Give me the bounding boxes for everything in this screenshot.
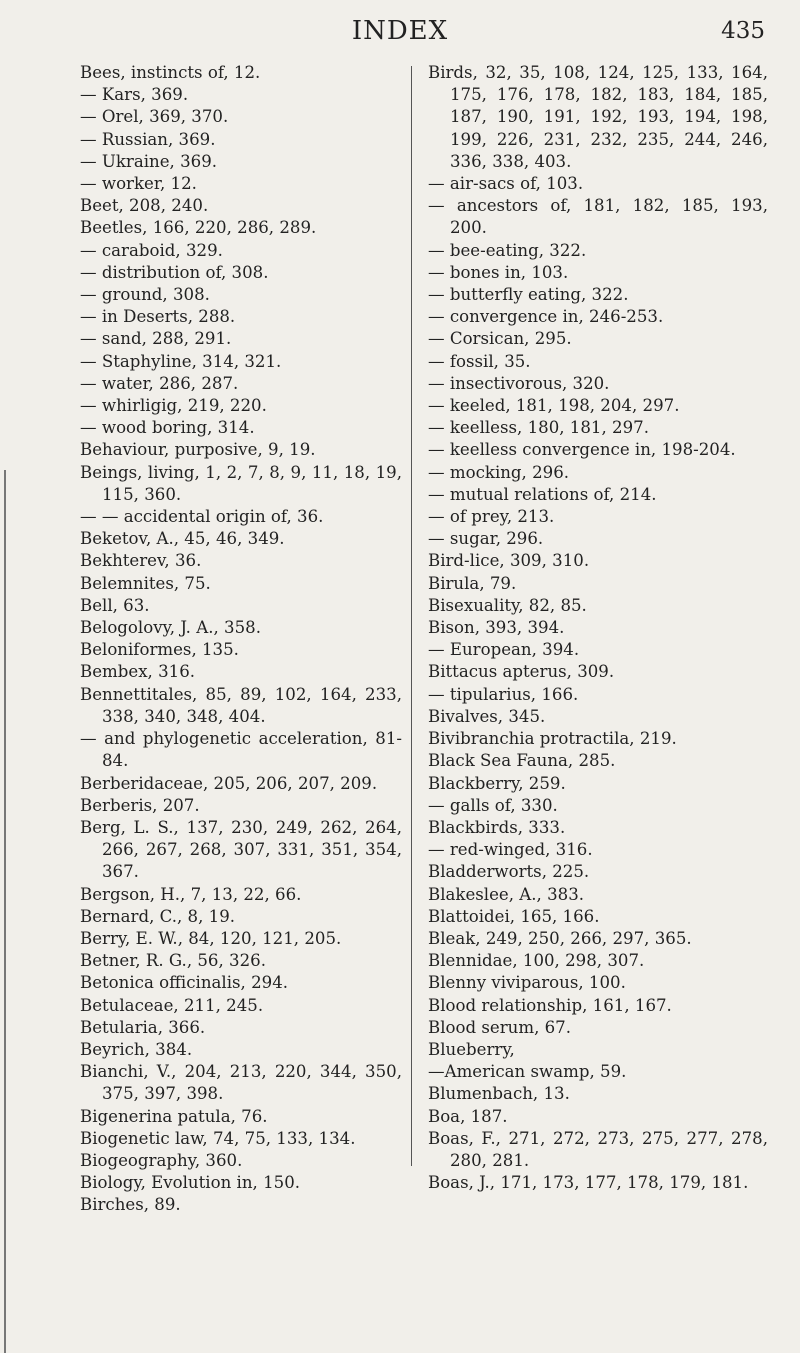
index-entry: —American swamp, 59. <box>428 1062 627 1082</box>
index-entry: — tipularius, 166. <box>428 684 579 704</box>
index-entry: Bees, instincts of, 12. <box>80 63 261 82</box>
index-column-right <box>428 62 768 1194</box>
index-entry: Blumenbach, 13. <box>428 1084 570 1104</box>
index-entry: Berberis, 207. <box>80 795 200 815</box>
index-entry: Biogeography, 360. <box>80 1150 243 1170</box>
index-entry: Beetles, 166, 220, 286, 289. <box>80 218 317 238</box>
index-entry: — mutual relations of, 214. <box>428 484 657 504</box>
index-entry: — water, 286, 287. <box>80 373 239 393</box>
index-entry: Bekhterev, 36. <box>80 551 202 571</box>
page-number: 435 <box>721 18 765 44</box>
index-entry: Bivibranchia protractila, 219. <box>428 729 677 749</box>
index-entry: Blattoidei, 165, 166. <box>428 906 600 926</box>
index-entry: — insectivorous, 320. <box>428 373 610 393</box>
index-entry: Blueberry, <box>428 1039 515 1059</box>
index-entry: — and phylogenetic acceleration, 81-84. <box>80 729 402 771</box>
index-entry: — European, 394. <box>428 640 580 660</box>
index-entry: Bernard, C., 8, 19. <box>80 906 236 926</box>
page-edge-line <box>4 470 6 1353</box>
index-entry: — Ukraine, 369. <box>80 151 218 171</box>
index-entry: — worker, 12. <box>80 174 197 194</box>
index-entry: Berry, E. W., 84, 120, 121, 205. <box>80 928 342 948</box>
index-entry: Birches, 89. <box>80 1195 181 1215</box>
index-entry: Beyrich, 384. <box>80 1039 193 1059</box>
index-entry: Bivalves, 345. <box>428 706 546 726</box>
index-entry: Blood relationship, 161, 167. <box>428 995 672 1015</box>
index-entry: Bigenerina patula, 76. <box>80 1106 268 1126</box>
index-entry: — caraboid, 329. <box>80 240 223 260</box>
index-entry: Behaviour, purposive, 9, 19. <box>80 440 316 460</box>
index-entry: Beet, 208, 240. <box>80 196 209 216</box>
index-entry: Biology, Evolution in, 150. <box>80 1173 301 1193</box>
index-entry: — mocking, 296. <box>428 462 570 482</box>
index-entry: Beings, living, 1, 2, 7, 8, 9, 11, 18, 19, 115, 360. <box>80 462 402 504</box>
index-entry: — sand, 288, 291. <box>80 329 232 349</box>
index-entry: Belogolovy, J. A., 358. <box>80 618 261 638</box>
index-entry: Bergson, H., 7, 13, 22, 66. <box>80 884 302 904</box>
index-entry: Boas, J., 171, 173, 177, 178, 179, 181. <box>428 1173 749 1193</box>
index-entry: Birds, 32, 35, 108, 124, 125, 133, 164, 175, 176, 178, 182, 183, 184, 185, 187, 190, 191, 192, 193, 194, 198, 199, 226, 231, 232, 235, 244, 246, 336, 338, 403. <box>428 63 768 171</box>
index-entry: — wood boring, 314. <box>80 418 255 438</box>
index-entry: — convergence in, 246-253. <box>428 307 664 327</box>
index-entry: Blakeslee, A., 383. <box>428 884 585 904</box>
index-entry: Beloniformes, 135. <box>80 640 239 660</box>
index-entry: — keeled, 181, 198, 204, 297. <box>428 396 680 416</box>
index-entry: — air-sacs of, 103. <box>428 174 584 194</box>
index-entry: Biogenetic law, 74, 75, 133, 134. <box>80 1128 356 1148</box>
index-entry: — Kars, 369. <box>80 85 189 105</box>
index-entry: Berg, L. S., 137, 230, 249, 262, 264, 266, 267, 268, 307, 331, 351, 354, 367. <box>80 817 402 882</box>
index-entry: Bennettitales, 85, 89, 102, 164, 233, 338, 340, 348, 404. <box>80 684 402 726</box>
column-divider <box>411 66 412 1166</box>
index-entry: — Corsican, 295. <box>428 329 572 349</box>
index-entry: Berberidaceae, 205, 206, 207, 209. <box>80 773 378 793</box>
index-entry: Black Sea Fauna, 285. <box>428 751 616 771</box>
index-entry: Bladderworts, 225. <box>428 862 590 882</box>
index-entry: — keelless convergence in, 198-204. <box>428 440 736 460</box>
index-entry: — butterfly eating, 322. <box>428 285 629 305</box>
index-entry: — Russian, 369. <box>80 129 216 149</box>
index-entry: — — accidental origin of, 36. <box>80 507 324 527</box>
index-entry: Bison, 393, 394. <box>428 618 565 638</box>
index-entry: Boas, F., 271, 272, 273, 275, 277, 278, 280, 281. <box>428 1128 768 1170</box>
index-entry: — galls of, 330. <box>428 795 558 815</box>
index-entry: — of prey, 213. <box>428 507 555 527</box>
index-entry: Blenny viviparous, 100. <box>428 973 626 993</box>
index-entry: Boa, 187. <box>428 1106 508 1126</box>
index-column-left <box>80 62 402 1217</box>
index-entry: Betonica officinalis, 294. <box>80 973 289 993</box>
index-entry: — fossil, 35. <box>428 351 531 371</box>
index-entry: — red-winged, 316. <box>428 840 593 860</box>
index-entry: Bittacus apterus, 309. <box>428 662 615 682</box>
index-entry: Bleak, 249, 250, 266, 297, 365. <box>428 928 692 948</box>
index-entry: Bell, 63. <box>80 595 150 615</box>
index-entry: — in Deserts, 288. <box>80 307 236 327</box>
index-entry: Betularia, 366. <box>80 1017 206 1037</box>
index-entry: Blood serum, 67. <box>428 1017 572 1037</box>
index-entry: Blackberry, 259. <box>428 773 566 793</box>
index-entry: Betner, R. G., 56, 326. <box>80 951 266 971</box>
page-header <box>0 14 800 54</box>
index-entry: — Orel, 369, 370. <box>80 107 229 127</box>
index-entry: Beketov, A., 45, 46, 349. <box>80 529 285 549</box>
index-entry: Bianchi, V., 204, 213, 220, 344, 350, 375, 397, 398. <box>80 1062 402 1104</box>
index-entry: Bird-lice, 309, 310. <box>428 551 590 571</box>
index-entry: — bones in, 103. <box>428 262 569 282</box>
index-entry: — ground, 308. <box>80 285 210 305</box>
running-title: INDEX <box>351 16 449 46</box>
index-entry: — sugar, 296. <box>428 529 544 549</box>
index-entry: — whirligig, 219, 220. <box>80 396 267 416</box>
index-entry: Birula, 79. <box>428 573 517 593</box>
index-entry: — distribution of, 308. <box>80 262 269 282</box>
index-entry: — Staphyline, 314, 321. <box>80 351 282 371</box>
index-entry: — keelless, 180, 181, 297. <box>428 418 649 438</box>
index-entry: Bisexuality, 82, 85. <box>428 595 587 615</box>
index-entry: — bee-eating, 322. <box>428 240 587 260</box>
index-entry: Belemnites, 75. <box>80 573 211 593</box>
index-entry: Blennidae, 100, 298, 307. <box>428 951 645 971</box>
index-entry: — ancestors of, 181, 182, 185, 193, 200. <box>428 196 768 238</box>
index-entry: Blackbirds, 333. <box>428 817 566 837</box>
index-entry: Betulaceae, 211, 245. <box>80 995 264 1015</box>
index-entry: Bembex, 316. <box>80 662 196 682</box>
